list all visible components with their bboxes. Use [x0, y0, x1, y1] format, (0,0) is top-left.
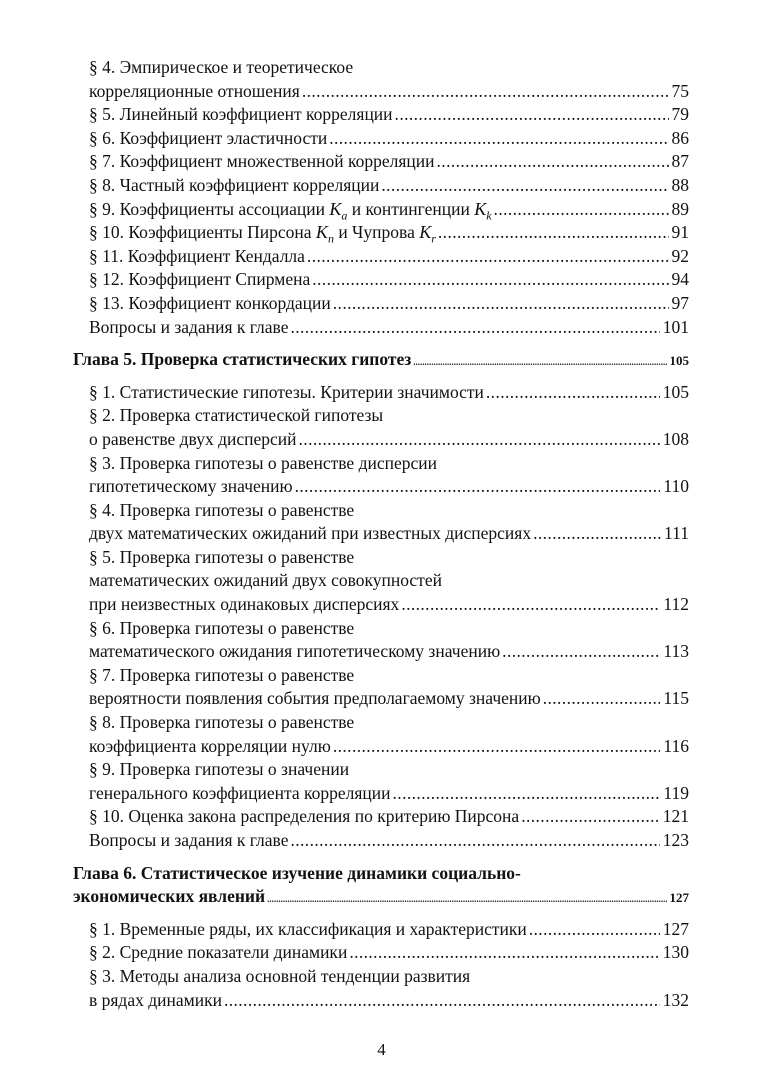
toc-entry [89, 452, 689, 499]
toc-page-number: 119 [663, 782, 689, 803]
toc-entry-last-line [89, 316, 689, 340]
toc-page-number: 86 [671, 127, 689, 148]
toc-page-number: 116 [663, 735, 689, 756]
toc-entry [89, 404, 689, 451]
toc-entry-last-line [89, 245, 689, 269]
toc-entry-title: в рядах динамики [89, 989, 222, 1010]
toc-entry-line: § 9. Проверка гипотезы о значении [89, 759, 350, 780]
leader-dots [333, 735, 661, 759]
leader-dots [393, 782, 661, 806]
toc-entry [89, 103, 689, 127]
toc-entry-last-line [89, 989, 689, 1013]
toc-entry-last-line [89, 475, 689, 499]
leader-dots [224, 989, 660, 1013]
toc-page-number: 123 [662, 830, 689, 850]
toc-entry-last-line [89, 829, 689, 853]
leader-dots [307, 245, 669, 269]
toc-entry-title: § 2. Средние показатели динамики [89, 942, 348, 963]
toc-entry [89, 805, 689, 829]
toc-entry-line: § 6. Проверка гипотезы о равенстве [89, 617, 355, 638]
entry-group [89, 56, 689, 198]
toc-entry [89, 829, 689, 853]
toc-entry-line: § 4. Эмпирическое и теоретическое [89, 57, 354, 77]
toc-entry-title: § 8. Частный коэффициент корреляции [89, 174, 380, 195]
toc-entry-title: § 7. Коэффициент множественной корреляции [89, 151, 435, 172]
toc-page-number: 111 [664, 523, 689, 544]
toc-entry-title: коэффициента корреляции нулю [89, 735, 331, 756]
leader-dots [333, 292, 669, 316]
toc-entry-last-line [89, 292, 689, 316]
toc-entry-title: гипотетическому значению [89, 476, 293, 497]
toc-entry-s10 [89, 221, 689, 245]
toc-entry [89, 268, 689, 292]
toc-page-number: 97 [671, 292, 689, 313]
leader-dots [533, 522, 661, 546]
toc-entry [89, 150, 689, 174]
toc-entry-last-line [89, 428, 689, 452]
toc-page-number: 105 [662, 381, 689, 402]
toc-entry-title: Глава 5. Проверка статистических гипотез [73, 349, 412, 370]
entry-group [89, 245, 689, 339]
chapter5-entries [89, 381, 689, 853]
toc-entry [89, 965, 689, 1012]
toc-entry-title: генерального коэффициента корреляции [89, 782, 391, 803]
toc-entry-title: о равенстве двух дисперсий [89, 428, 297, 449]
leader-dots [299, 428, 660, 452]
toc-entry-line: математических ожиданий двух совокупностей [89, 570, 442, 591]
toc-entry [73, 348, 689, 372]
toc-entry-title: Вопросы и задания к главе [89, 830, 289, 850]
leader-dots [521, 805, 660, 829]
leader-dots [494, 198, 669, 222]
toc-entry [89, 316, 689, 340]
leader-dots [543, 687, 661, 711]
toc-entry-title: двух математических ожиданий при известных дисперсиях [89, 523, 532, 544]
leader-dots [312, 268, 668, 292]
toc-entry-last-line [89, 381, 689, 405]
toc-entry [89, 292, 689, 316]
toc-entry-last-line [89, 268, 689, 292]
toc-entry-last-line [89, 174, 689, 198]
toc-entry-last-line [89, 687, 689, 711]
leader-dots [329, 127, 668, 151]
toc-entry-title: § 6. Коэффициент эластичности [89, 127, 328, 148]
toc-page-number: 88 [671, 174, 689, 195]
leader-dots [290, 829, 659, 853]
toc-entry [89, 127, 689, 151]
toc-page-number: 127 [669, 890, 689, 906]
toc-page-number: 94 [671, 269, 689, 290]
toc-entry [89, 617, 689, 664]
toc-entry-last-line [89, 80, 689, 104]
toc-entry [89, 664, 689, 711]
leader-dots [437, 150, 669, 174]
toc-entry-title: Вопросы и задания к главе [89, 316, 289, 337]
toc-entry [89, 499, 689, 546]
toc-entry-last-line [89, 127, 689, 151]
toc-entry-title: § 1. Статистические гипотезы. Критерии значимости [89, 381, 484, 402]
toc-entry-line: § 3. Методы анализа основной тенденции развития [89, 965, 471, 986]
toc-entry-title: при неизвестных одинаковых дисперсиях [89, 594, 400, 615]
toc-entry-line: § 4. Проверка гипотезы о равенстве [89, 499, 355, 520]
toc-entry-line: § 2. Проверка статистической гипотезы [89, 405, 384, 426]
leader-dots [290, 316, 659, 340]
chapter6-entries [89, 918, 689, 1012]
page-footer-number: 4 [377, 1040, 386, 1059]
toc-page-number: 112 [663, 594, 689, 615]
toc-entry-last-line [89, 103, 689, 127]
toc-entry [89, 174, 689, 198]
toc-entry-line: § 5. Проверка гипотезы о равенстве [89, 546, 355, 567]
leader-dots [438, 221, 669, 245]
toc-entry-last-line [89, 150, 689, 174]
leader-dots [413, 348, 666, 372]
toc-page-number: 92 [671, 245, 689, 266]
toc-page-number: 87 [671, 151, 689, 172]
toc-entry [89, 381, 689, 405]
toc-entry-last-line [89, 782, 689, 806]
toc-page-number: 115 [663, 688, 689, 709]
toc-entry-line: § 7. Проверка гипотезы о равенстве [89, 664, 355, 685]
leader-dots [295, 475, 661, 499]
toc-entry-s9 [89, 198, 689, 222]
toc-page-number: 130 [662, 942, 689, 963]
toc-page-number: 110 [663, 476, 689, 497]
leader-dots [401, 593, 660, 617]
toc-page-number: 89 [671, 198, 689, 219]
toc-entry-last-line [89, 805, 689, 829]
leader-dots [502, 640, 660, 664]
toc-entry-last-line [89, 593, 689, 617]
toc-page-number: 75 [671, 80, 689, 101]
chapter-6-heading [73, 862, 689, 909]
toc-entry-last-line [89, 735, 689, 759]
toc-entry-title: § 12. Коэффициент Спирмена [89, 269, 311, 290]
toc-page-number: 113 [663, 641, 689, 662]
toc-entry-line: Глава 6. Статистическое изучение динамики социально- [73, 862, 521, 883]
toc-entry-line: § 3. Проверка гипотезы о равенстве дисперсии [89, 452, 437, 473]
leader-dots [267, 885, 666, 909]
toc-entry-title: § 5. Линейный коэффициент корреляции [89, 104, 393, 125]
toc-entry [89, 941, 689, 965]
leader-dots [381, 174, 668, 198]
toc-page-number: 121 [662, 806, 689, 827]
toc-entry-title: § 13. Коэффициент конкордации [89, 292, 331, 313]
toc-entry-title: корреляционные отношения [89, 80, 300, 101]
toc-entry [89, 711, 689, 758]
toc-entry [89, 56, 689, 103]
toc-entry-title: § 11. Коэффициент Кендалла [89, 245, 305, 266]
toc-page-number: 108 [662, 428, 689, 449]
toc-entry-last-line [89, 522, 689, 546]
toc-entry [89, 758, 689, 805]
toc-entry [89, 918, 689, 942]
leader-dots [349, 941, 659, 965]
toc-entry-last-line [89, 941, 689, 965]
leader-dots [302, 80, 669, 104]
toc-entry-title: экономических явлений [73, 886, 266, 907]
toc-page-number: 79 [671, 104, 689, 125]
toc-entry-title: математического ожидания гипотетическому значению [89, 641, 501, 662]
toc-page-number: 132 [662, 989, 689, 1010]
chapter4-tail-entries [89, 56, 689, 339]
toc-entry-last-line [73, 885, 689, 909]
toc-entry-last-line [73, 348, 689, 372]
toc-entry [73, 862, 689, 909]
leader-dots [395, 103, 669, 127]
toc-page-number: 127 [662, 918, 689, 939]
leader-dots [486, 381, 660, 405]
toc-entry-title: § 1. Временные ряды, их классификация и характеристики [89, 918, 527, 939]
toc-entry [89, 245, 689, 269]
leader-dots [529, 918, 660, 942]
toc-entry-last-line [89, 640, 689, 664]
chapter-5-heading [73, 348, 689, 372]
toc-entry-line: § 8. Проверка гипотезы о равенстве [89, 712, 355, 733]
toc-page-number: 105 [669, 353, 689, 369]
toc-entry-last-line [89, 918, 689, 942]
table-of-contents [0, 56, 763, 1012]
toc-entry-title: § 9. Коэффициенты ассоциации $K_a$ и контингенции $K_k$ [89, 198, 492, 222]
toc-page-number: 91 [671, 222, 689, 243]
toc-page-number: 101 [662, 316, 689, 337]
toc-entry-title: § 10. Оценка закона распределения по критерию Пирсона [89, 806, 520, 827]
toc-entry-title: вероятности появления события предполагаемому значению [89, 688, 541, 709]
toc-entry [89, 546, 689, 617]
toc-entry-title: § 10. Коэффициенты Пирсона $K_n$ и Чупрова $K_r$ [89, 222, 436, 245]
